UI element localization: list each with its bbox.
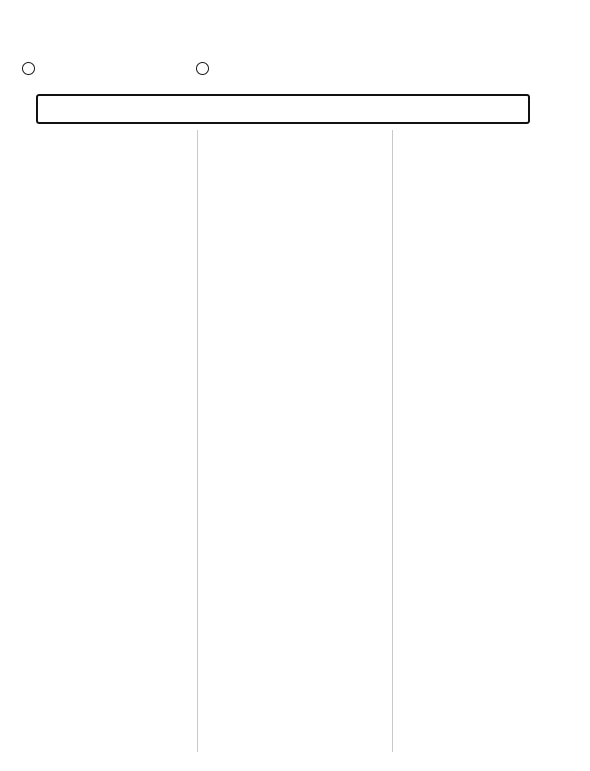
body-column-right: [402, 90, 578, 752]
closing-line: [12, 740, 188, 762]
column-divider: [197, 130, 198, 752]
top-column-right: [402, 4, 578, 90]
top-column-left: [12, 4, 188, 90]
body-column-left: [12, 130, 188, 752]
body-column-middle: [207, 130, 383, 752]
column-divider: [392, 130, 393, 752]
top-text-band: [12, 4, 578, 90]
top-column-middle: [207, 4, 383, 90]
article-body: [12, 130, 578, 752]
circle-ornament-icon: [22, 62, 35, 75]
circle-ornament-icon: [196, 62, 209, 75]
